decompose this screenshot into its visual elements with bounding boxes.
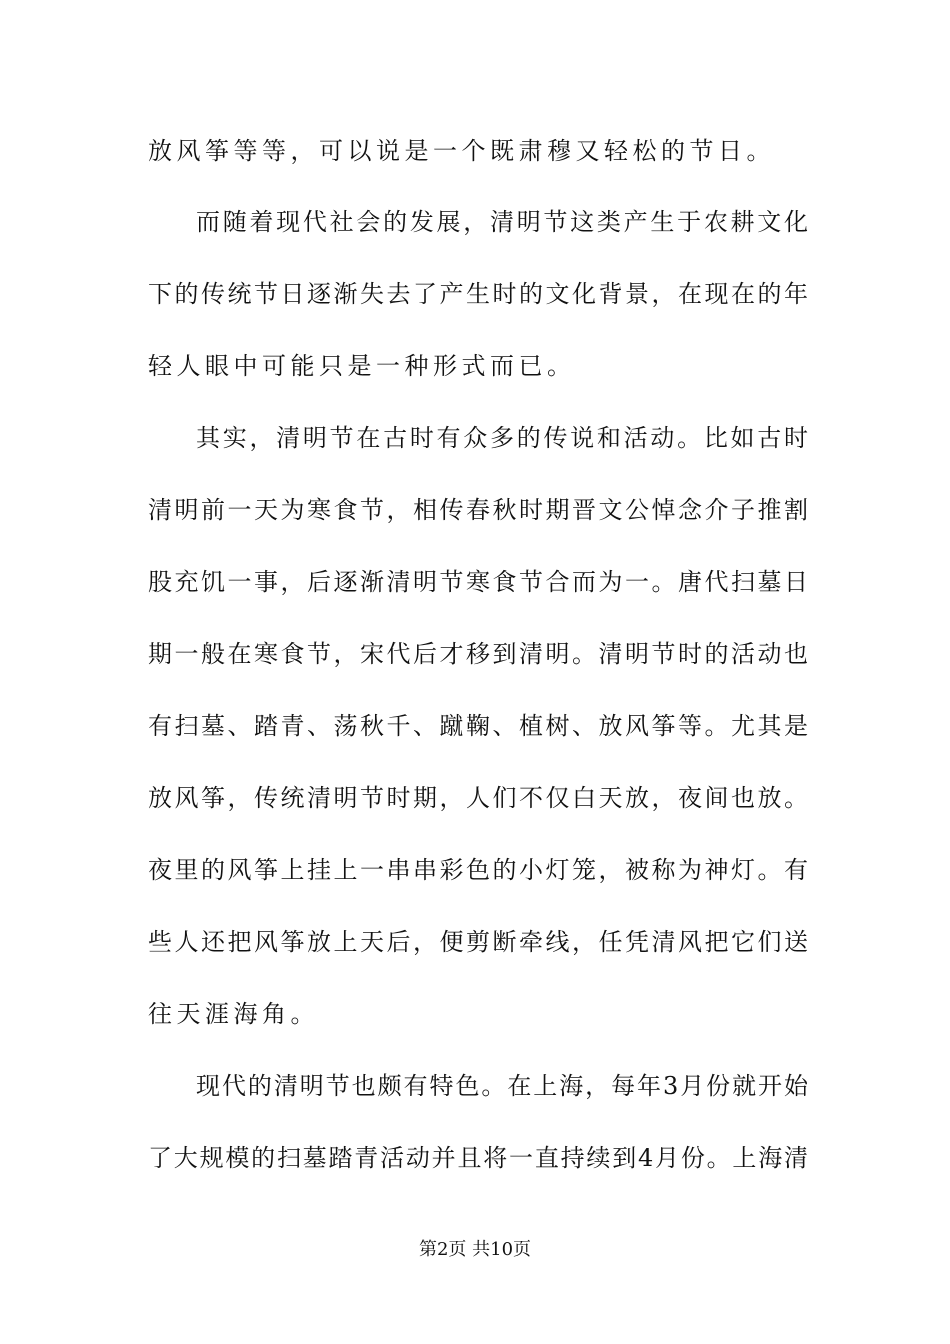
text-line-14: 现代的清明节也颇有特色。在上海，每年3月份就开始 bbox=[196, 1072, 808, 1100]
text-line-3: 下的传统节日逐渐失去了产生时的文化背景，在现在的年 bbox=[148, 280, 808, 308]
text-line-10: 放风筝，传统清明节时期，人们不仅白天放，夜间也放。 bbox=[148, 784, 808, 812]
text-line-5: 其实，清明节在古时有众多的传说和活动。比如古时 bbox=[196, 424, 808, 452]
text-line-4: 轻人眼中可能只是一种形式而已。 bbox=[148, 352, 576, 380]
text-line-11: 夜里的风筝上挂上一串串彩色的小灯笼，被称为神灯。有 bbox=[148, 856, 808, 884]
text-line-1: 放风筝等等，可以说是一个既肃穆又轻松的节日。 bbox=[148, 137, 775, 165]
page-number-footer: 第2页 共10页 bbox=[418, 1239, 532, 1260]
text-line-6: 清明前一天为寒食节，相传春秋时期晋文公悼念介子推割 bbox=[148, 496, 808, 524]
text-line-2: 而随着现代社会的发展，清明节这类产生于农耕文化 bbox=[196, 208, 808, 236]
text-line-7: 股充饥一事，后逐渐清明节寒食节合而为一。唐代扫墓日 bbox=[148, 568, 808, 596]
text-line-15: 了大规模的扫墓踏青活动并且将一直持续到4月份。上海清 bbox=[148, 1144, 808, 1172]
text-line-12: 些人还把风筝放上天后，便剪断牵线，任凭清风把它们送 bbox=[148, 928, 808, 956]
text-line-13: 往天涯海角。 bbox=[148, 1000, 319, 1028]
text-line-8: 期一般在寒食节，宋代后才移到清明。清明节时的活动也 bbox=[148, 640, 808, 668]
text-line-9: 有扫墓、踏青、荡秋千、蹴鞠、植树、放风筝等。尤其是 bbox=[148, 712, 808, 740]
